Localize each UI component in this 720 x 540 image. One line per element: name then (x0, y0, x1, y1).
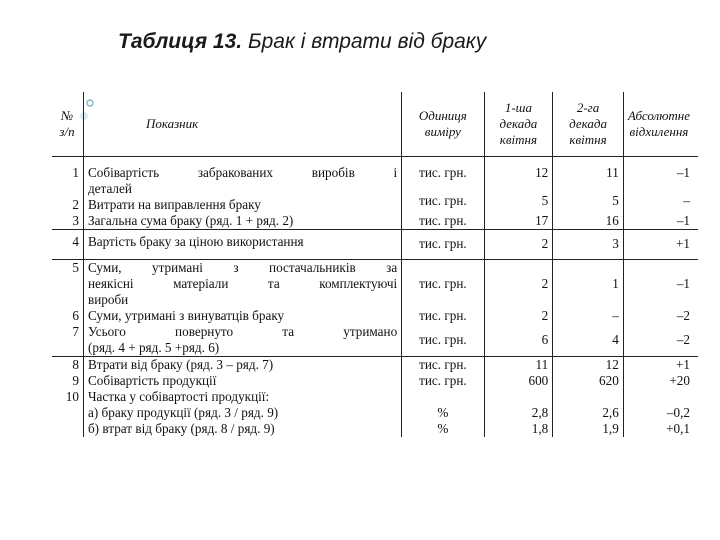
row-number-cell: 8 9 10 (52, 357, 83, 438)
abs-deviation-cell: –1 – –1 (623, 157, 698, 230)
decade-2-cell: 12 620 2,6 1,9 (553, 357, 624, 438)
abs-deviation-cell: –1 –2 –2 (623, 260, 698, 357)
unit-cell: тис. грн. тис. грн. тис. грн. (402, 260, 484, 357)
decade-1-cell: 2 (484, 230, 553, 260)
header-indicator: Показник (83, 92, 401, 157)
abs-deviation-cell: +1 (623, 230, 698, 260)
header-decade-1: 1-ша декада квітня (484, 92, 553, 157)
table-row (52, 357, 698, 438)
decade-1-cell: 12 5 17 (484, 157, 553, 230)
table-label: Таблиця 13. (118, 30, 243, 53)
indicator-cell: Вартість браку за ціною використання (83, 230, 401, 260)
indicator-cell: Собівартість забракованих виробів і деталей Витрати на виправлення браку Загальна сума браку (ряд. 1 + ряд. 2) (83, 157, 401, 230)
header-num: № з/п (52, 92, 83, 157)
table-header-row (52, 92, 698, 157)
table-row (52, 157, 698, 230)
table-row (52, 230, 698, 260)
indicator-cell: Суми, утримані з постачальників за неякісні матеріали та комплектуючі вироби Суми, утримані з винуватців браку Усього повернуто та утримано (ряд. 4 + ряд. 5 +ряд. 6) (83, 260, 401, 357)
page-title (118, 30, 486, 54)
decade-1-cell: 2 2 6 (484, 260, 553, 357)
header-unit: Одиниця виміру (402, 92, 484, 157)
abs-deviation-cell: +1 +20 –0,2 +0,1 (623, 357, 698, 438)
unit-cell: тис. грн. тис. грн. % % (402, 357, 484, 438)
defects-table (52, 92, 698, 437)
decade-2-cell: 3 (553, 230, 624, 260)
unit-cell: тис. грн. тис. грн. тис. грн. (402, 157, 484, 230)
decade-2-cell: 1 – 4 (553, 260, 624, 357)
row-number-cell: 5 6 7 (52, 260, 83, 357)
decade-1-cell: 11 600 2,8 1,8 (484, 357, 553, 438)
decade-2-cell: 11 5 16 (553, 157, 624, 230)
table-title: Брак і втрати від браку (247, 30, 487, 53)
row-number-cell: 1 2 3 (52, 157, 83, 230)
indicator-cell: Втрати від браку (ряд. 3 – ряд. 7) Собівартість продукції Частка у собівартості продукції: а) браку продукції (ряд. 3 / ряд. 9) б) втрат від браку (ряд. 8 / ряд. 9) (83, 357, 401, 438)
header-abs-deviation: Абсолютне відхилення (623, 92, 698, 157)
header-decade-2: 2-га декада квітня (553, 92, 624, 157)
unit-cell: тис. грн. (402, 230, 484, 260)
row-number-cell: 4 (52, 230, 83, 260)
table-row (52, 260, 698, 357)
